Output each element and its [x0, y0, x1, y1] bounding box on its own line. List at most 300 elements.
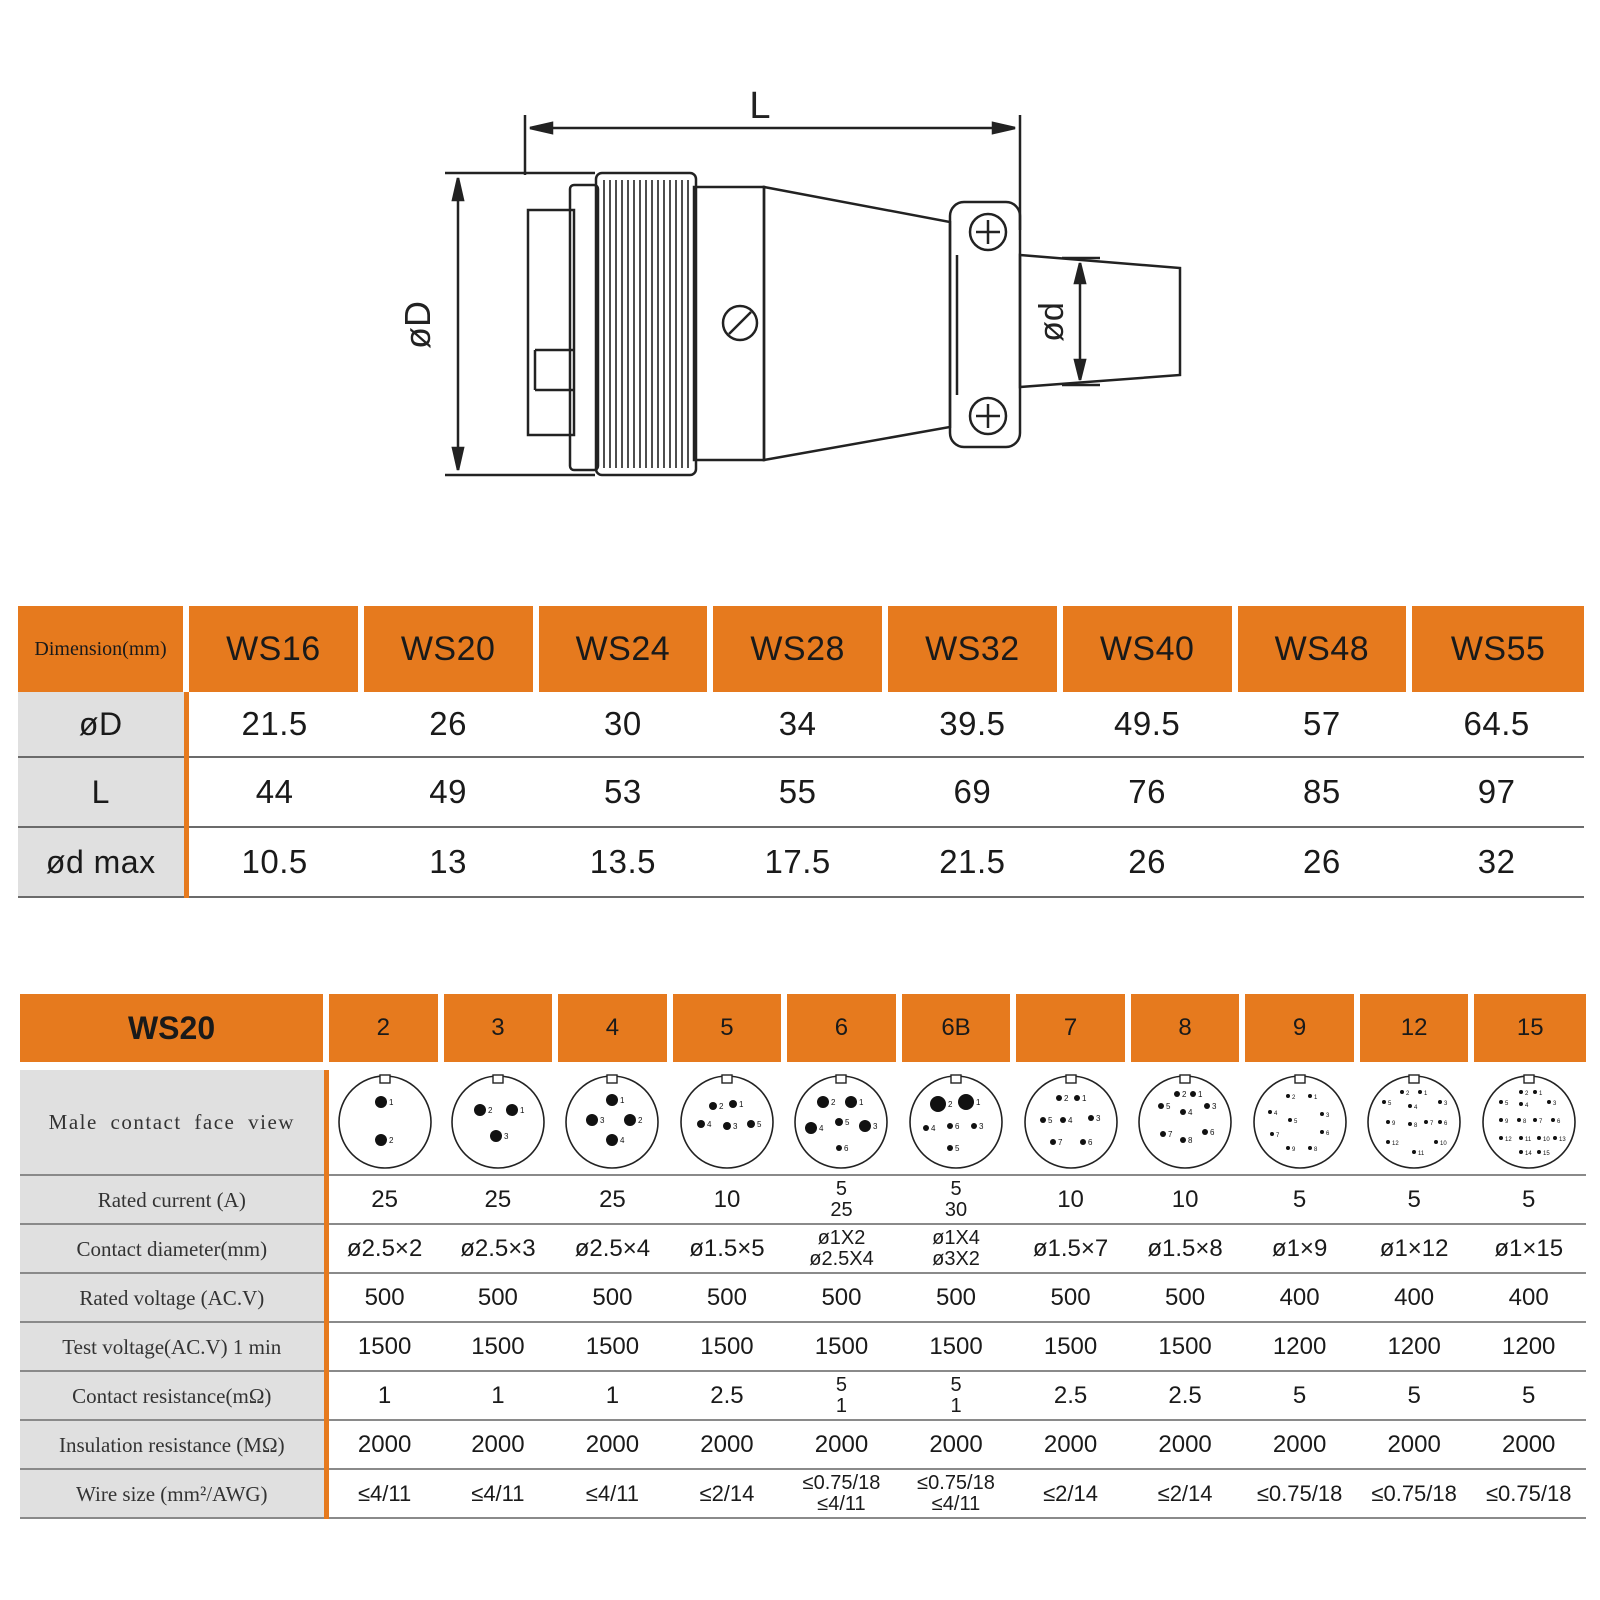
model-ws40: WS40	[1060, 606, 1235, 692]
contact-pin	[1519, 1090, 1523, 1094]
contact-pin	[606, 1094, 618, 1106]
spec-cell	[670, 1322, 785, 1371]
spec-cell	[1013, 1469, 1128, 1518]
row-label: Wire size (mm²/AWG)	[20, 1469, 326, 1518]
contact-pin	[747, 1120, 755, 1128]
spec-value: ≤4/11	[357, 1480, 412, 1506]
spec-value: 1500	[357, 1332, 412, 1360]
pin-number: 14	[1524, 1151, 1532, 1157]
spec-cell	[441, 1273, 556, 1322]
pin-number: 2	[487, 1106, 493, 1115]
contact-pin	[1074, 1095, 1080, 1101]
spec-cell	[326, 1371, 441, 1420]
pin-number: 2	[388, 1136, 394, 1145]
spec-value: 400	[1508, 1283, 1549, 1311]
pin-number: 1	[738, 1100, 744, 1109]
spec-cell	[1357, 1175, 1472, 1224]
pin-number: 4	[1067, 1116, 1072, 1125]
spec-cell	[670, 1420, 785, 1469]
spec-value: ø2.5×4	[574, 1234, 651, 1262]
pin-count-6: 6	[784, 994, 899, 1066]
spec-value: 500	[706, 1283, 747, 1311]
contact-pin	[1537, 1150, 1541, 1154]
pin-number: 1	[1424, 1091, 1428, 1097]
label-D: øD	[397, 301, 438, 349]
spec-value: ø2.5X4	[809, 1247, 874, 1270]
spec-cell	[555, 1469, 670, 1518]
contact-pin	[1434, 1140, 1438, 1144]
spec-cell	[326, 1469, 441, 1518]
spec-value: 5	[950, 1373, 962, 1396]
contact-pin	[1499, 1118, 1503, 1122]
pin-number: 10	[1542, 1137, 1550, 1143]
spec-value: 2000	[814, 1430, 869, 1458]
spec-value: 2000	[1043, 1430, 1098, 1458]
spec-value: 5	[1522, 1381, 1536, 1409]
contact-pin	[1080, 1139, 1086, 1145]
spec-value: 1500	[700, 1332, 754, 1360]
pin-number: 12	[1504, 1137, 1512, 1143]
keyway	[1180, 1075, 1190, 1083]
model-ws48: WS48	[1235, 606, 1410, 692]
spec-value: 2000	[357, 1430, 412, 1458]
contact-pin	[1180, 1137, 1186, 1143]
spec-cell	[1471, 1273, 1586, 1322]
pin-number: 11	[1418, 1151, 1425, 1157]
pin-number: 3	[873, 1122, 878, 1131]
row-length	[18, 757, 1584, 827]
contact-pin	[1040, 1117, 1046, 1123]
spec-value: 2000	[1272, 1430, 1327, 1458]
row-insulation-resistance	[20, 1420, 1586, 1469]
spec-cell	[1128, 1469, 1243, 1518]
contact-pin	[1386, 1140, 1390, 1144]
spec-cell	[1242, 1371, 1357, 1420]
dimension-header-row	[18, 606, 1584, 692]
row-cable-diameter	[18, 827, 1584, 897]
face-cell	[555, 1066, 670, 1175]
spec-cell	[670, 1469, 785, 1518]
spec-value: 2000	[929, 1430, 983, 1458]
pin-number: 3	[1212, 1102, 1217, 1111]
spec-value: ø1.5×7	[1032, 1234, 1109, 1262]
contact-pin	[836, 1145, 842, 1151]
pin-count-8: 8	[1128, 994, 1243, 1066]
spec-cell	[670, 1175, 785, 1224]
spec-cell	[441, 1469, 556, 1518]
face-cell	[1471, 1066, 1586, 1175]
spec-cell	[555, 1420, 670, 1469]
spec-cell	[899, 1224, 1014, 1273]
contact-pin	[1547, 1100, 1551, 1104]
spec-value: 1200	[1272, 1332, 1327, 1360]
spec-cell	[784, 1322, 899, 1371]
pin-number: 2	[1182, 1090, 1187, 1099]
spec-cell	[326, 1420, 441, 1469]
contact-pin	[490, 1130, 502, 1142]
pin-count-4: 4	[555, 994, 670, 1066]
contact-pin	[930, 1096, 946, 1112]
contact-pin	[1551, 1118, 1555, 1122]
contact-pin	[1174, 1091, 1180, 1097]
series-title: WS20	[20, 994, 326, 1066]
spec-value: 5	[1292, 1185, 1307, 1213]
spec-cell	[326, 1322, 441, 1371]
row-rated-current	[20, 1175, 1586, 1224]
pin-number: 2	[638, 1116, 643, 1125]
spec-value: ø2.5×3	[460, 1234, 536, 1262]
spec-value: 2000	[1502, 1430, 1556, 1458]
contact-pin	[947, 1145, 953, 1151]
contact-pin	[1424, 1120, 1428, 1124]
contact-pin	[474, 1104, 486, 1116]
pin-number: 6	[1444, 1121, 1448, 1127]
face-cell	[326, 1066, 441, 1175]
spec-cell	[1471, 1322, 1586, 1371]
pin-number: 2	[1291, 1095, 1295, 1101]
face-outline	[1254, 1076, 1346, 1168]
spec-cell	[326, 1175, 441, 1224]
pin-number: 1	[1538, 1091, 1543, 1097]
pin-number: 2	[948, 1100, 953, 1109]
pin-number: 5	[1504, 1101, 1509, 1107]
spec-cell	[899, 1371, 1014, 1420]
contact-pin	[1060, 1117, 1066, 1123]
keyway	[1066, 1075, 1076, 1083]
contact-face-diagram	[904, 1072, 1008, 1172]
contact-pin	[1386, 1120, 1390, 1124]
spec-value: 1	[377, 1381, 392, 1409]
contact-pin	[1412, 1150, 1416, 1154]
contact-pin	[729, 1100, 737, 1108]
contact-pin	[835, 1118, 843, 1126]
spec-value: 2000	[585, 1430, 640, 1458]
pin-number: 6	[1087, 1138, 1092, 1147]
connector-drawing	[0, 0, 1600, 560]
row-label: L	[18, 757, 186, 827]
spec-value: 1	[835, 1394, 848, 1417]
spec-cell	[1242, 1175, 1357, 1224]
pin-number: 8	[1522, 1119, 1527, 1125]
dim-cell: 17.5	[710, 827, 885, 897]
contact-face-diagram	[1019, 1072, 1123, 1172]
label-d: ød	[1033, 302, 1071, 342]
spec-value: ≤0.75/18	[802, 1471, 881, 1494]
keyway	[951, 1075, 961, 1083]
spec-cell	[441, 1420, 556, 1469]
pin-count-9: 9	[1242, 994, 1357, 1066]
spec-value: 1500	[814, 1332, 869, 1360]
dim-cell: 13.5	[536, 827, 711, 897]
spec-value: 5	[835, 1373, 848, 1396]
spec-value: 400	[1394, 1283, 1435, 1311]
dim-cell: 69	[885, 757, 1060, 827]
pin-number: 8	[1414, 1123, 1418, 1129]
model-ws55: WS55	[1409, 606, 1584, 692]
spec-cell	[1471, 1371, 1586, 1420]
pin-number: 1	[1313, 1095, 1317, 1101]
pin-number: 15	[1542, 1151, 1550, 1157]
spec-cell	[1242, 1224, 1357, 1273]
spec-value: ≤4/11	[817, 1492, 866, 1515]
row-label: øD	[18, 692, 186, 757]
contact-pin	[817, 1096, 829, 1108]
pin-number: 5	[1166, 1102, 1171, 1111]
spec-cell	[1242, 1273, 1357, 1322]
contact-pin	[709, 1102, 717, 1110]
dim-cell: 26	[1235, 827, 1410, 897]
model-ws28: WS28	[710, 606, 885, 692]
face-cell	[899, 1066, 1014, 1175]
pin-number: 13	[1558, 1137, 1566, 1143]
pin-number: 1	[1198, 1090, 1203, 1099]
spec-cell	[1357, 1322, 1472, 1371]
contact-pin	[1438, 1100, 1442, 1104]
spec-cell	[1471, 1469, 1586, 1518]
pin-number: 5	[756, 1120, 762, 1129]
spec-value: 400	[1279, 1283, 1320, 1311]
contact-pin	[1408, 1104, 1412, 1108]
contact-pin	[1438, 1120, 1442, 1124]
spec-value: ≤4/11	[585, 1480, 640, 1506]
pin-count-7: 7	[1013, 994, 1128, 1066]
spec-value: ø1×9	[1271, 1234, 1328, 1262]
contact-pin	[1533, 1090, 1537, 1094]
spec-cell	[441, 1371, 556, 1420]
spec-value: 500	[1165, 1283, 1206, 1311]
contact-face-diagram	[446, 1072, 550, 1172]
pin-number: 10	[1440, 1141, 1447, 1147]
contact-pin	[1519, 1136, 1523, 1140]
spec-value: 500	[364, 1283, 405, 1311]
keyway	[380, 1075, 390, 1083]
dim-cell: 55	[710, 757, 885, 827]
dim-cell: 76	[1060, 757, 1235, 827]
contact-pin	[1519, 1150, 1523, 1154]
pin-number: 7	[1430, 1121, 1434, 1127]
spec-cell	[784, 1371, 899, 1420]
dim-cell: 44	[186, 757, 361, 827]
spec-value: 1500	[585, 1332, 640, 1360]
row-rated-voltage	[20, 1273, 1586, 1322]
contact-pin	[1050, 1139, 1056, 1145]
keyway	[1524, 1075, 1534, 1083]
pin-number: 11	[1524, 1137, 1531, 1143]
dim-cell: 21.5	[186, 692, 361, 757]
keyway	[722, 1075, 732, 1083]
spec-value: 5	[950, 1177, 962, 1200]
pin-number: 2	[1406, 1091, 1410, 1097]
pin-count-5: 5	[670, 994, 785, 1066]
contact-face-diagram	[675, 1072, 779, 1172]
spec-value: ≤4/11	[471, 1480, 525, 1506]
contact-pin	[1553, 1136, 1557, 1140]
dim-cell: 32	[1409, 827, 1584, 897]
contact-pin	[1088, 1115, 1094, 1121]
keyway	[1409, 1075, 1419, 1083]
spec-cell	[784, 1469, 899, 1518]
spec-table	[20, 994, 1586, 1519]
pin-number: 4	[620, 1136, 625, 1145]
spec-value: ø2.5×2	[346, 1234, 423, 1262]
model-ws20: WS20	[361, 606, 536, 692]
row-label: ød max	[18, 827, 186, 897]
pin-number: 12	[1392, 1141, 1399, 1147]
contact-pin	[1190, 1091, 1196, 1097]
face-cell	[1013, 1066, 1128, 1175]
dim-cell: 26	[361, 692, 536, 757]
model-ws24: WS24	[536, 606, 711, 692]
row-wire-size	[20, 1469, 1586, 1518]
spec-cell	[1242, 1469, 1357, 1518]
dim-cell: 34	[710, 692, 885, 757]
row-label: Male contact face view	[20, 1066, 326, 1175]
spec-value: 500	[935, 1283, 977, 1311]
spec-cell	[555, 1371, 670, 1420]
contact-pin	[1180, 1109, 1186, 1115]
spec-cell	[784, 1273, 899, 1322]
contact-pin	[1320, 1130, 1324, 1134]
spec-value: 10	[1171, 1185, 1199, 1213]
spec-value: 25	[599, 1185, 626, 1213]
row-contact-resistance	[20, 1371, 1586, 1420]
spec-value: 2.5	[1053, 1381, 1088, 1409]
dim-cell: 53	[536, 757, 711, 827]
pin-number: 1	[388, 1098, 394, 1107]
spec-value: ø1.5×8	[1147, 1234, 1223, 1262]
spec-value: 1	[605, 1381, 620, 1409]
contact-pin	[1499, 1100, 1503, 1104]
contact-pin	[586, 1114, 598, 1126]
pin-number: 8	[1188, 1136, 1193, 1145]
spec-value: 2.5	[1168, 1381, 1202, 1409]
row-label: Rated current (A)	[20, 1175, 326, 1224]
pin-number: 4	[706, 1120, 712, 1129]
contact-pin	[1418, 1090, 1422, 1094]
pin-number: 7	[1275, 1133, 1279, 1139]
spec-value: ≤4/11	[931, 1492, 981, 1515]
dim-cell: 30	[536, 692, 711, 757]
spec-value: 5	[1407, 1381, 1421, 1409]
contact-pin	[805, 1122, 817, 1134]
keyway	[493, 1075, 503, 1083]
spec-cell	[441, 1224, 556, 1273]
pin-number: 1	[976, 1098, 981, 1107]
contact-pin	[606, 1134, 618, 1146]
dim-cell: 97	[1409, 757, 1584, 827]
pin-number: 2	[831, 1098, 836, 1107]
row-test-voltage	[20, 1322, 1586, 1371]
pin-number: 3	[503, 1132, 509, 1141]
row-label: Rated voltage (AC.V)	[20, 1273, 326, 1322]
contact-pin	[1268, 1110, 1272, 1114]
spec-cell	[1013, 1175, 1128, 1224]
spec-cell	[1242, 1420, 1357, 1469]
contact-pin	[1533, 1118, 1537, 1122]
spec-cell	[1242, 1322, 1357, 1371]
spec-cell	[899, 1273, 1014, 1322]
label-L: L	[749, 85, 771, 127]
spec-value: 5	[1522, 1185, 1536, 1213]
contact-pin	[958, 1094, 974, 1110]
dim-cell: 39.5	[885, 692, 1060, 757]
spec-value: 5	[1407, 1185, 1421, 1213]
spec-value: 5	[1292, 1381, 1307, 1409]
pin-number: 7	[1057, 1138, 1062, 1147]
contact-pin	[1286, 1146, 1290, 1150]
spec-cell	[1128, 1224, 1243, 1273]
keyway	[607, 1075, 617, 1083]
spec-cell	[899, 1469, 1014, 1518]
spec-cell	[1357, 1224, 1472, 1273]
spec-cell	[1128, 1273, 1243, 1322]
row-outer-diameter	[18, 692, 1584, 757]
spec-value: ø1.5×5	[689, 1234, 765, 1262]
pin-number: 4	[931, 1124, 936, 1133]
face-view-row	[20, 1066, 1586, 1175]
spec-cell	[670, 1273, 785, 1322]
spec-cell	[784, 1175, 899, 1224]
pin-count-2: 2	[326, 994, 441, 1066]
face-outline	[452, 1076, 544, 1168]
spec-value: 500	[821, 1283, 862, 1311]
pin-count-15: 15	[1471, 994, 1586, 1066]
spec-cell	[1128, 1175, 1243, 1224]
spec-cell	[670, 1224, 785, 1273]
spec-value: 2000	[700, 1430, 754, 1458]
spec-cell	[555, 1322, 670, 1371]
pin-number: 4	[1414, 1105, 1418, 1111]
spec-value: ø1X4	[932, 1226, 980, 1249]
dimension-header-label: Dimension(mm)	[18, 606, 186, 692]
pin-number: 9	[1504, 1119, 1509, 1125]
pin-count-3: 3	[441, 994, 556, 1066]
spec-value: ø3X2	[932, 1247, 980, 1270]
pin-number: 7	[1538, 1119, 1543, 1125]
spec-cell	[1013, 1420, 1128, 1469]
spec-cell	[784, 1224, 899, 1273]
contact-pin	[506, 1104, 518, 1116]
contact-pin	[1400, 1090, 1404, 1094]
pin-number: 5	[1047, 1116, 1052, 1125]
dimension-table	[18, 606, 1584, 898]
spec-value: 30	[944, 1198, 968, 1221]
pin-number: 6	[1210, 1128, 1215, 1137]
spec-value: 25	[830, 1198, 853, 1221]
pin-number: 6	[1325, 1131, 1329, 1137]
row-contact-diameter	[20, 1224, 1586, 1273]
pin-number: 3	[979, 1122, 984, 1131]
spec-cell	[1128, 1322, 1243, 1371]
spec-cell	[670, 1371, 785, 1420]
row-label: Contact resistance(mΩ)	[20, 1371, 326, 1420]
spec-value: 25	[371, 1185, 398, 1213]
spec-cell	[441, 1175, 556, 1224]
dim-cell: 57	[1235, 692, 1410, 757]
face-cell	[441, 1066, 556, 1175]
contact-pin	[1320, 1112, 1324, 1116]
contact-pin	[859, 1120, 871, 1132]
spec-cell	[555, 1224, 670, 1273]
contact-pin	[697, 1120, 705, 1128]
spec-cell	[326, 1224, 441, 1273]
keyway	[1295, 1075, 1305, 1083]
contact-pin	[375, 1096, 387, 1108]
pin-number: 7	[1168, 1130, 1173, 1139]
spec-value: ø1×15	[1494, 1234, 1564, 1262]
pin-number: 4	[819, 1124, 824, 1133]
contact-pin	[1499, 1136, 1503, 1140]
